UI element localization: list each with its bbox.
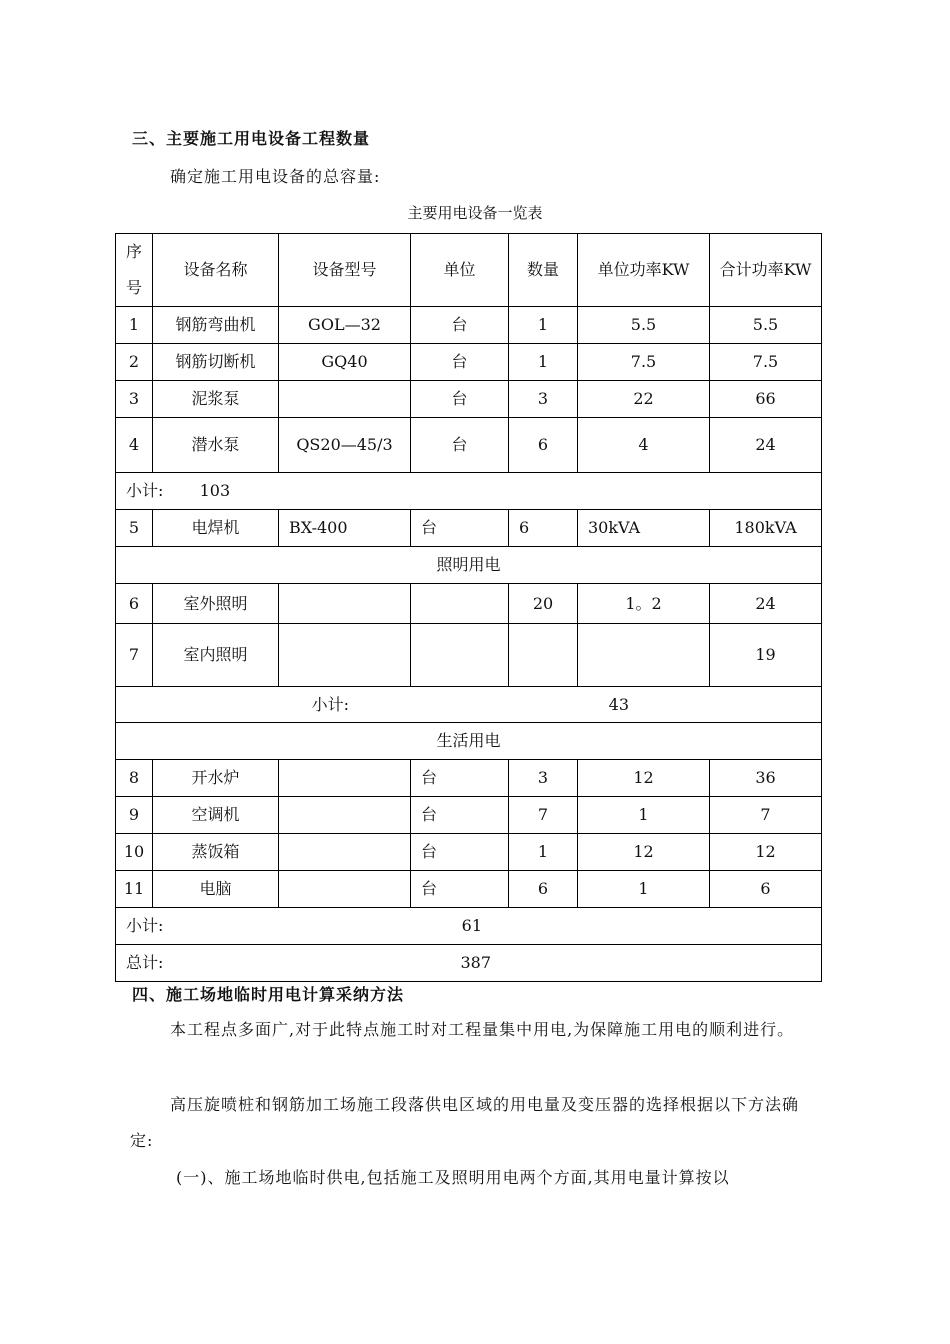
cell-unit-power: 7.5 <box>578 344 710 381</box>
table-row <box>116 624 822 687</box>
cell-seq: 10 <box>116 834 153 871</box>
subtotal-label: 小计: <box>126 481 164 500</box>
total-row <box>116 945 822 982</box>
subtotal-cell <box>116 908 822 945</box>
header-model: 设备型号 <box>279 234 411 307</box>
cell-qty: 3 <box>509 760 578 797</box>
table-row <box>116 381 822 418</box>
subtotal-row <box>116 687 822 723</box>
cell-name: 潜水泵 <box>153 418 279 473</box>
cell-name: 室内照明 <box>153 624 279 687</box>
cell-model <box>279 381 411 418</box>
cell-seq: 8 <box>116 760 153 797</box>
subtotal-label: 小计: <box>311 694 349 714</box>
cell-name: 钢筋切断机 <box>153 344 279 381</box>
cell-unit-power: 30kVA <box>578 510 710 547</box>
header-unit-power: 单位功率KW <box>578 234 710 307</box>
table-header-row <box>116 234 822 307</box>
cell-unit: 台 <box>411 834 509 871</box>
cell-model <box>279 624 411 687</box>
cell-unit-power: 5.5 <box>578 307 710 344</box>
cell-qty: 1 <box>509 834 578 871</box>
cell-qty: 1 <box>509 344 578 381</box>
cell-unit: 台 <box>411 307 509 344</box>
total-label: 总计: <box>126 953 164 972</box>
paragraph-3: (一)、施工场地临时供电,包括施工及照明用电两个方面,其用电量计算按以 <box>176 1168 730 1187</box>
section-4-heading: 四、施工场地临时用电计算采纳方法 <box>132 985 405 1004</box>
table-row <box>116 344 822 381</box>
cell-seq: 2 <box>116 344 153 381</box>
cell-qty: 6 <box>509 418 578 473</box>
cell-unit: 台 <box>411 418 509 473</box>
cell-total-power: 180kVA <box>710 510 822 547</box>
table-row <box>116 510 822 547</box>
cell-seq: 11 <box>116 871 153 908</box>
cell-total-power: 24 <box>710 418 822 473</box>
cell-seq: 3 <box>116 381 153 418</box>
subtotal-value: 43 <box>608 694 629 714</box>
cell-unit <box>411 584 509 624</box>
cell-seq: 6 <box>116 584 153 624</box>
cell-unit-power: 22 <box>578 381 710 418</box>
cell-seq: 5 <box>116 510 153 547</box>
cell-seq: 4 <box>116 418 153 473</box>
cell-unit-power: 1。2 <box>578 584 710 624</box>
cell-unit-power: 1 <box>578 871 710 908</box>
section-3-intro: 确定施工用电设备的总容量: <box>170 167 381 186</box>
cell-unit: 台 <box>411 760 509 797</box>
cell-unit-power: 4 <box>578 418 710 473</box>
cell-qty: 20 <box>509 584 578 624</box>
cell-model <box>279 584 411 624</box>
table-row <box>116 797 822 834</box>
cell-unit: 台 <box>411 381 509 418</box>
cell-model <box>279 760 411 797</box>
table-row <box>116 584 822 624</box>
subtotal-row <box>116 908 822 945</box>
cell-unit-power <box>578 624 710 687</box>
header-unit: 单位 <box>411 234 509 307</box>
table-caption: 主要用电设备一览表 <box>407 204 543 222</box>
table-row <box>116 307 822 344</box>
cell-total-power: 24 <box>710 584 822 624</box>
section-3-heading: 三、主要施工用电设备工程数量 <box>132 129 371 148</box>
table-row <box>116 760 822 797</box>
cell-total-power: 7 <box>710 797 822 834</box>
header-total-power: 合计功率KW <box>710 234 822 307</box>
total-cell <box>116 945 822 982</box>
cell-total-power: 7.5 <box>710 344 822 381</box>
header-qty: 数量 <box>509 234 578 307</box>
paragraph-2: 高压旋喷桩和钢筋加工场施工段落供电区域的用电量及变压器的选择根据以下方法确定: <box>130 1095 800 1150</box>
cell-name: 室外照明 <box>153 584 279 624</box>
cell-seq: 7 <box>116 624 153 687</box>
cell-total-power: 36 <box>710 760 822 797</box>
cell-name: 蒸饭箱 <box>153 834 279 871</box>
cell-model <box>279 797 411 834</box>
cell-unit: 台 <box>411 797 509 834</box>
header-name: 设备名称 <box>153 234 279 307</box>
cell-qty: 1 <box>509 307 578 344</box>
total-value: 387 <box>460 953 491 972</box>
cell-model <box>279 871 411 908</box>
subtotal-label: 小计: <box>126 916 164 935</box>
subtotal-value: 103 <box>199 481 231 500</box>
cell-qty: 7 <box>509 797 578 834</box>
cell-total-power: 19 <box>710 624 822 687</box>
cell-name: 开水炉 <box>153 760 279 797</box>
cell-unit: 台 <box>411 871 509 908</box>
cell-total-power: 66 <box>710 381 822 418</box>
section-row-living <box>116 723 822 760</box>
cell-qty <box>509 624 578 687</box>
table-row <box>116 871 822 908</box>
cell-total-power: 6 <box>710 871 822 908</box>
header-seq: 序号 <box>116 234 153 307</box>
cell-qty: 3 <box>509 381 578 418</box>
paragraph-1: 本工程点多面广,对于此特点施工时对工程量集中用电,为保障施工用电的顺利进行。 <box>170 1020 795 1039</box>
cell-unit: 台 <box>411 510 509 547</box>
cell-unit: 台 <box>411 344 509 381</box>
section-row-lighting <box>116 547 822 584</box>
subtotal-row <box>116 473 822 510</box>
cell-qty: 6 <box>509 871 578 908</box>
subtotal-value: 61 <box>461 916 482 935</box>
section-label-lighting: 照明用电 <box>116 547 822 584</box>
cell-total-power: 12 <box>710 834 822 871</box>
table-row <box>116 834 822 871</box>
cell-model: BX-400 <box>279 510 411 547</box>
cell-seq: 9 <box>116 797 153 834</box>
cell-name: 电脑 <box>153 871 279 908</box>
subtotal-cell <box>116 687 822 723</box>
cell-seq: 1 <box>116 307 153 344</box>
cell-unit-power: 12 <box>578 760 710 797</box>
cell-name: 泥浆泵 <box>153 381 279 418</box>
cell-qty: 6 <box>509 510 578 547</box>
cell-total-power: 5.5 <box>710 307 822 344</box>
cell-model <box>279 834 411 871</box>
subtotal-cell <box>116 473 822 510</box>
cell-model: GQ40 <box>279 344 411 381</box>
table-row <box>116 418 822 473</box>
equipment-table <box>115 233 822 982</box>
cell-name: 钢筋弯曲机 <box>153 307 279 344</box>
cell-model: QS20—45/3 <box>279 418 411 473</box>
cell-name: 电焊机 <box>153 510 279 547</box>
cell-unit-power: 12 <box>578 834 710 871</box>
cell-model: GOL—32 <box>279 307 411 344</box>
cell-name: 空调机 <box>153 797 279 834</box>
cell-unit-power: 1 <box>578 797 710 834</box>
cell-unit <box>411 624 509 687</box>
section-label-living: 生活用电 <box>116 723 822 760</box>
